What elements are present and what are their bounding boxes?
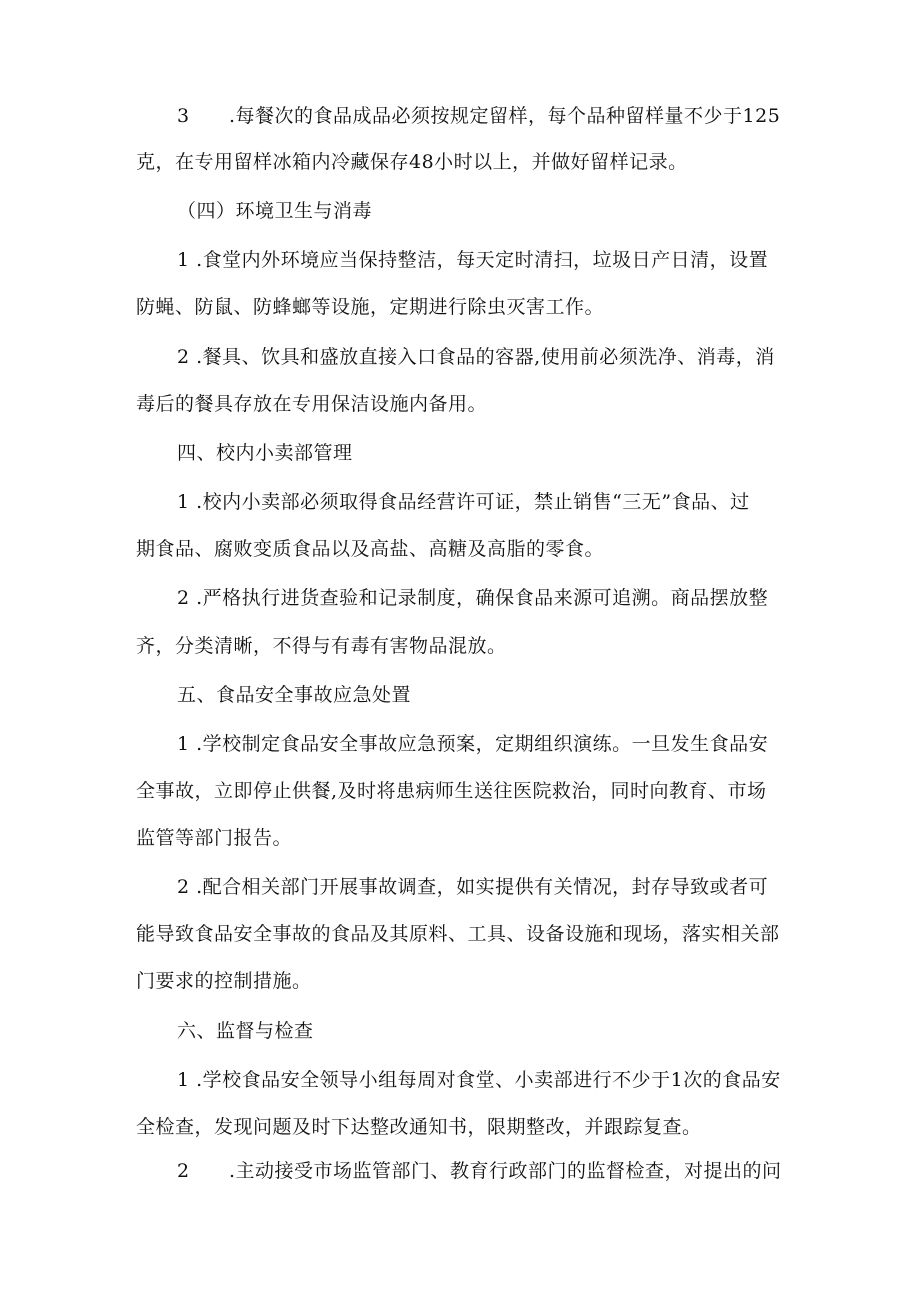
line-text: 1 .学校制定食品安全事故应急预案，定期组织演练。一旦发生食品安 bbox=[177, 733, 769, 755]
text-line bbox=[136, 294, 604, 320]
section-heading bbox=[177, 682, 411, 708]
line-text: 门要求的控制措施。 bbox=[136, 970, 312, 992]
line-text: 1 .校内小卖部必须取得食品经营许可证，禁止销售“三无”食品、过 bbox=[177, 491, 750, 513]
text-line bbox=[136, 968, 312, 994]
section-heading bbox=[177, 440, 353, 466]
line-text: 齐，分类清晰，不得与有毒有害物品混放。 bbox=[136, 635, 507, 657]
text-line bbox=[177, 247, 768, 273]
line-text: 全事故，立即停止供餐,及时将患病师生送往医院救治，同时向教育、市场 bbox=[136, 780, 767, 802]
line-text: 防蝇、防鼠、防蜂螂等设施，定期进行除虫灭害工作。 bbox=[136, 296, 605, 318]
text-line bbox=[136, 536, 604, 562]
text-line bbox=[136, 391, 487, 417]
line-text: 六、监督与检查 bbox=[177, 1020, 314, 1042]
text-line bbox=[136, 149, 688, 175]
text-line bbox=[177, 489, 750, 515]
line-text: 2 .配合相关部门开展事故调查，如实提供有关情况，封存导致或者可 bbox=[177, 876, 769, 898]
line-text: 期食品、腐败变质食品以及高盐、高糖及高脂的零食。 bbox=[136, 538, 605, 560]
line-text: 能导致食品安全事故的食品及其原料、工具、设备设施和现场，落实相关部 bbox=[136, 923, 780, 945]
line-text: 1 .学校食品安全领导小组每周对食堂、小卖部进行不少于1次的食品安 bbox=[177, 1069, 781, 1091]
text-line bbox=[136, 921, 780, 947]
text-line bbox=[177, 1158, 782, 1184]
text-line bbox=[177, 1067, 781, 1093]
line-text: 全检查，发现问题及时下达整改通知书，限期整改，并跟踪复查。 bbox=[136, 1116, 702, 1138]
line-text: 1 .食堂内外环境应当保持整洁，每天定时清扫，垃圾日产日清，设置 bbox=[177, 249, 769, 271]
line-text: 五、食品安全事故应急处置 bbox=[177, 684, 412, 706]
line-text: 克，在专用留样冰箱内冷藏保存48小时以上，并做好留样记录。 bbox=[136, 151, 688, 173]
line-text: 毒后的餐具存放在专用保洁设施内备用。 bbox=[136, 393, 488, 415]
line-text: 四、校内小卖部管理 bbox=[177, 442, 353, 464]
line-text: 2 .严格执行进货查验和记录制度，确保食品来源可追溯。商品摆放整 bbox=[177, 587, 769, 609]
text-line bbox=[136, 778, 767, 804]
line-text: .主动接受市场监管部门、教育行政部门的监督检查，对提出的问 bbox=[229, 1160, 782, 1182]
text-line bbox=[177, 344, 775, 370]
text-line bbox=[177, 103, 780, 129]
text-line bbox=[177, 585, 768, 611]
item-number: 2 bbox=[177, 1160, 190, 1182]
line-text: .每餐次的食品成品必须按规定留样，每个品种留样量不少于125 bbox=[229, 105, 781, 127]
line-text: 监管等部门报告。 bbox=[136, 827, 293, 849]
text-line bbox=[136, 1114, 702, 1140]
text-line bbox=[136, 633, 507, 659]
text-line bbox=[136, 825, 292, 851]
text-line bbox=[177, 731, 768, 757]
line-text: 2 .餐具、饮具和盛放直接入口食品的容器,使用前必须洗净、消毒，消 bbox=[177, 346, 775, 368]
text-line bbox=[177, 874, 768, 900]
section-heading bbox=[177, 198, 372, 224]
item-number: 3 bbox=[177, 105, 190, 127]
line-text: （四）环境卫生与消毒 bbox=[177, 200, 373, 222]
section-heading bbox=[177, 1018, 314, 1044]
